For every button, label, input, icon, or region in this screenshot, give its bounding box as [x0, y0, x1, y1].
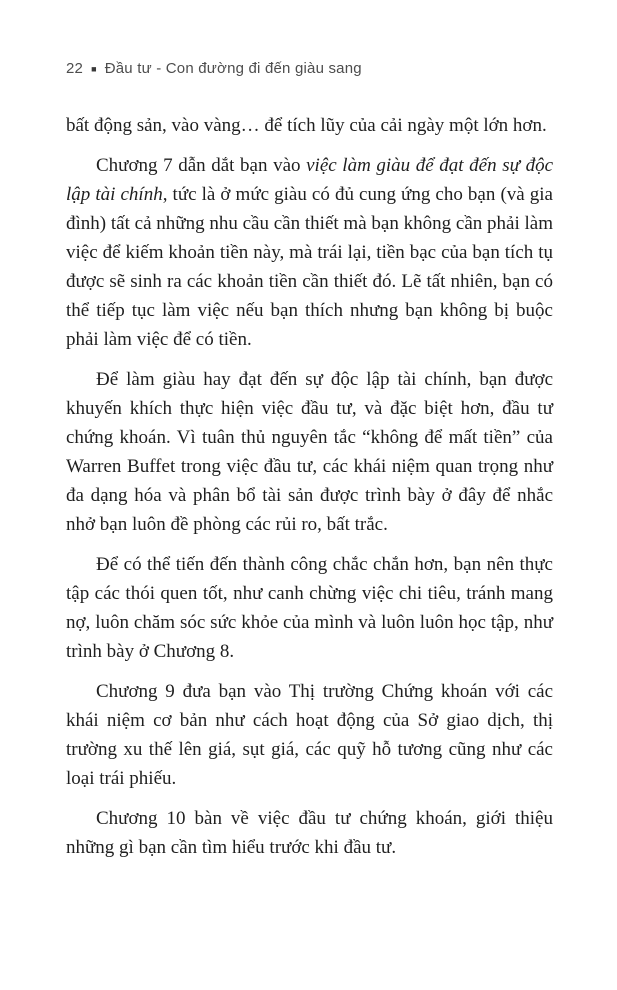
paragraph-continuation	[66, 111, 553, 140]
square-bullet-icon: ■	[91, 64, 97, 74]
page-body	[66, 111, 553, 862]
paragraph-text-italic: việc làm giàu để đạt đến sự độc lập tài chính	[66, 155, 553, 205]
paragraph-text: bất động sản, vào vàng… để tích lũy của cải ngày một lớn hơn.	[66, 115, 547, 136]
running-head-title: Đầu tư - Con đường đi đến giàu sang	[104, 60, 362, 77]
page-number: 22	[66, 60, 84, 77]
paragraph-text: Chương 9 đưa bạn vào Thị trường Chứng khoán với các khái niệm cơ bản như cách hoạt động của Sở giao dịch, thị trường xu thế lên giá, sụt giá, các quỹ hỗ tương cũng như các loại trái phiếu.	[66, 681, 553, 789]
paragraph-text: Chương 10 bàn về việc đầu tư chứng khoán, giới thiệu những gì bạn cần tìm hiểu trước khi đầu tư.	[66, 808, 553, 858]
paragraph-chapter-7	[66, 151, 553, 354]
paragraph-chapter-9	[66, 677, 553, 793]
paragraph-text: Để làm giàu hay đạt đến sự độc lập tài chính, bạn được khuyến khích thực hiện việc đầu tư, và đặc biệt hơn, đầu tư chứng khoán. Vì tuân thủ nguyên tắc “không để mất tiền” của Warren Buffet trong việc đầu tư, các khái niệm quan trọng như đa dạng hóa và phân bổ tài sản được trình bày ở đây để nhắc nhở bạn luôn đề phòng các rủi ro, bất trắc.	[66, 369, 553, 535]
paragraph-financial-independence	[66, 365, 553, 539]
paragraph-text: Chương 7 dẫn dắt bạn vào	[96, 155, 307, 176]
paragraph-chapter-10	[66, 804, 553, 862]
paragraph-good-habits	[66, 550, 553, 666]
paragraph-text: Để có thể tiến đến thành công chắc chắn hơn, bạn nên thực tập các thói quen tốt, như canh chừng việc chi tiêu, tránh mang nợ, luôn chăm sóc sức khỏe của mình và luôn luôn học tập, như trình bày ở Chương 8.	[66, 554, 553, 662]
paragraph-text: , tức là ở mức giàu có đủ cung ứng cho bạn (và gia đình) tất cả những nhu cầu cần thiết mà bạn không cần phải làm việc để kiếm khoản tiền này, mà trái lại, tiền bạc của bạn tích tụ được sẽ sinh ra các khoản tiền cần thiết đó. Lẽ tất nhiên, bạn có thể tiếp tục làm việc nếu bạn thích nhưng bạn không bị buộc phải làm việc để có tiền.	[66, 184, 553, 350]
running-header	[66, 60, 553, 77]
